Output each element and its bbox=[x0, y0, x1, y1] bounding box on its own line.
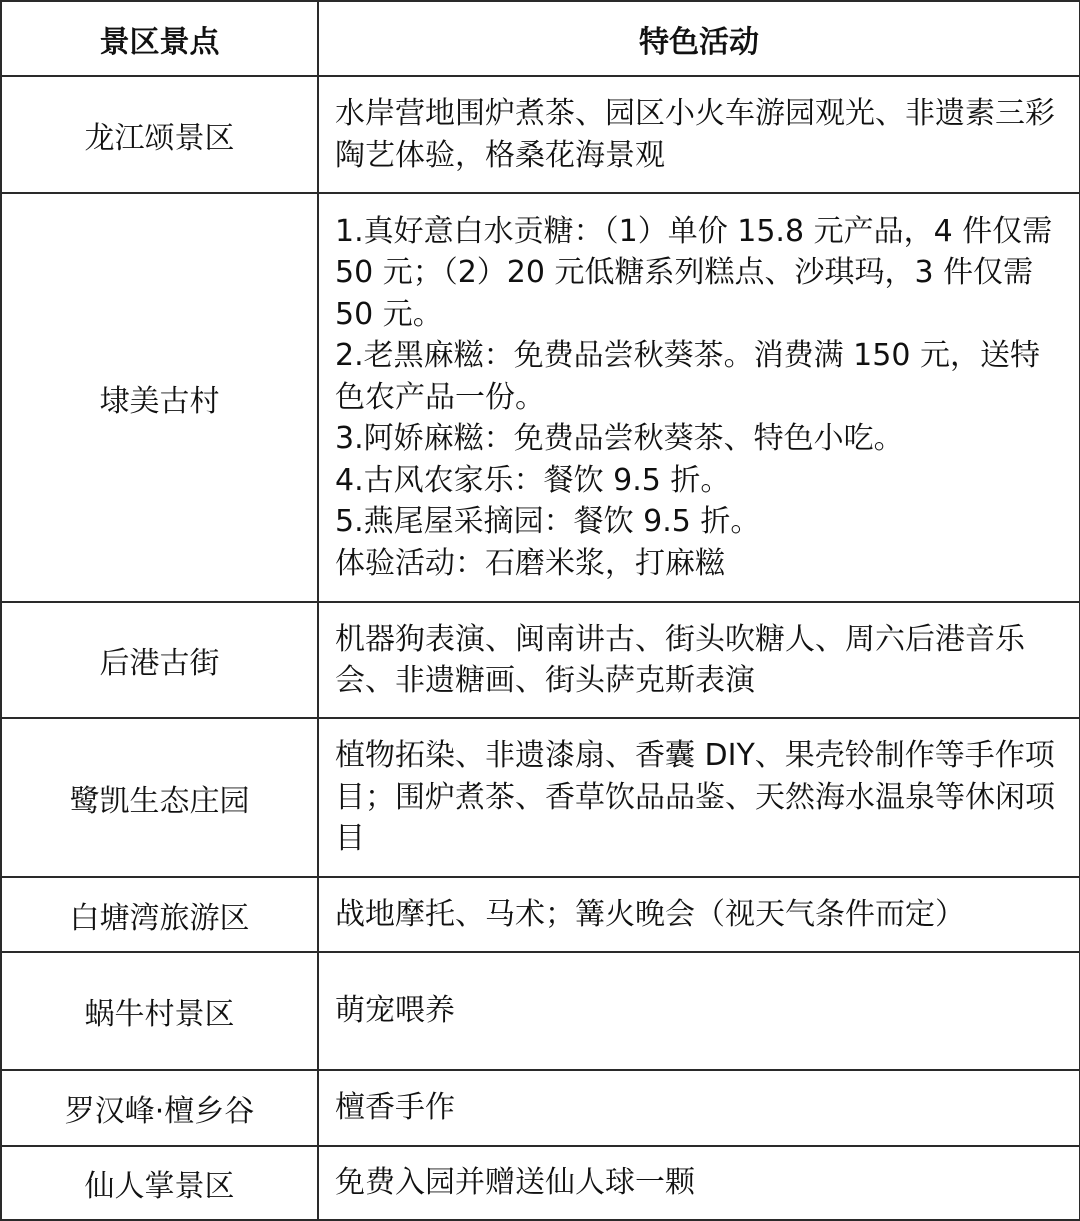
activity-line: 植物拓染、非遗漆扇、香囊 DIY、果壳铃制作等手作项目；围炉煮茶、香草饮品品鉴、天然海水温泉等休闲项目 bbox=[335, 738, 1055, 857]
activity-line: 水岸营地围炉煮茶、园区小火车游园观光、非遗素三彩陶艺体验，格桑花海景观 bbox=[335, 96, 1055, 173]
spot-cell: 蜗牛村景区 bbox=[1, 952, 318, 1070]
header-activity: 特色活动 bbox=[318, 1, 1080, 76]
table-row bbox=[1, 877, 1080, 952]
activity-line: 檀香手作 bbox=[335, 1090, 455, 1126]
activity-line: 机器狗表演、闽南讲古、街头吹糖人、周六后港音乐会、非遗糖画、街头萨克斯表演 bbox=[335, 621, 1025, 698]
spot-cell: 后港古街 bbox=[1, 602, 318, 718]
activity-cell bbox=[318, 877, 1080, 952]
activity-cell bbox=[318, 718, 1080, 877]
spot-cell: 罗汉峰·檀乡谷 bbox=[1, 1070, 318, 1146]
table-row bbox=[1, 718, 1080, 877]
spot-cell: 仙人掌景区 bbox=[1, 1146, 318, 1220]
activity-line: 3.阿娇麻糍：免费品尝秋葵茶、特色小吃。 bbox=[335, 421, 904, 457]
header-row bbox=[1, 1, 1080, 76]
activity-line: 体验活动：石磨米浆，打麻糍 bbox=[335, 545, 725, 581]
activity-cell bbox=[318, 1070, 1080, 1146]
spot-cell: 白塘湾旅游区 bbox=[1, 877, 318, 952]
activity-cell bbox=[318, 76, 1080, 193]
table-row bbox=[1, 193, 1080, 602]
activity-line: 4.古风农家乐：餐饮 9.5 折。 bbox=[335, 462, 731, 498]
activity-line: 1.真好意白水贡糖：（1）单价 15.8 元产品，4 件仅需 50 元；（2）20 元低糖系列糕点、沙琪玛，3 件仅需 50 元。 bbox=[335, 213, 1053, 332]
spot-cell: 埭美古村 bbox=[1, 193, 318, 602]
activity-cell bbox=[318, 952, 1080, 1070]
activity-line: 萌宠喂养 bbox=[335, 993, 455, 1029]
table-row bbox=[1, 1146, 1080, 1220]
table-row bbox=[1, 76, 1080, 193]
header-spot: 景区景点 bbox=[1, 1, 318, 76]
activity-line: 5.燕尾屋采摘园：餐饮 9.5 折。 bbox=[335, 504, 761, 540]
spot-cell: 龙江颂景区 bbox=[1, 76, 318, 193]
activity-cell bbox=[318, 602, 1080, 718]
activity-cell bbox=[318, 1146, 1080, 1220]
table-row bbox=[1, 952, 1080, 1070]
activity-line: 战地摩托、马术；篝火晚会（视天气条件而定） bbox=[335, 896, 965, 932]
activity-cell bbox=[318, 193, 1080, 602]
spot-cell: 鹭凯生态庄园 bbox=[1, 718, 318, 877]
activity-line: 免费入园并赠送仙人球一颗 bbox=[335, 1165, 695, 1201]
table-row bbox=[1, 602, 1080, 718]
activity-line: 2.老黑麻糍：免费品尝秋葵茶。消费满 150 元，送特色农产品一份。 bbox=[335, 338, 1040, 415]
table-row bbox=[1, 1070, 1080, 1146]
